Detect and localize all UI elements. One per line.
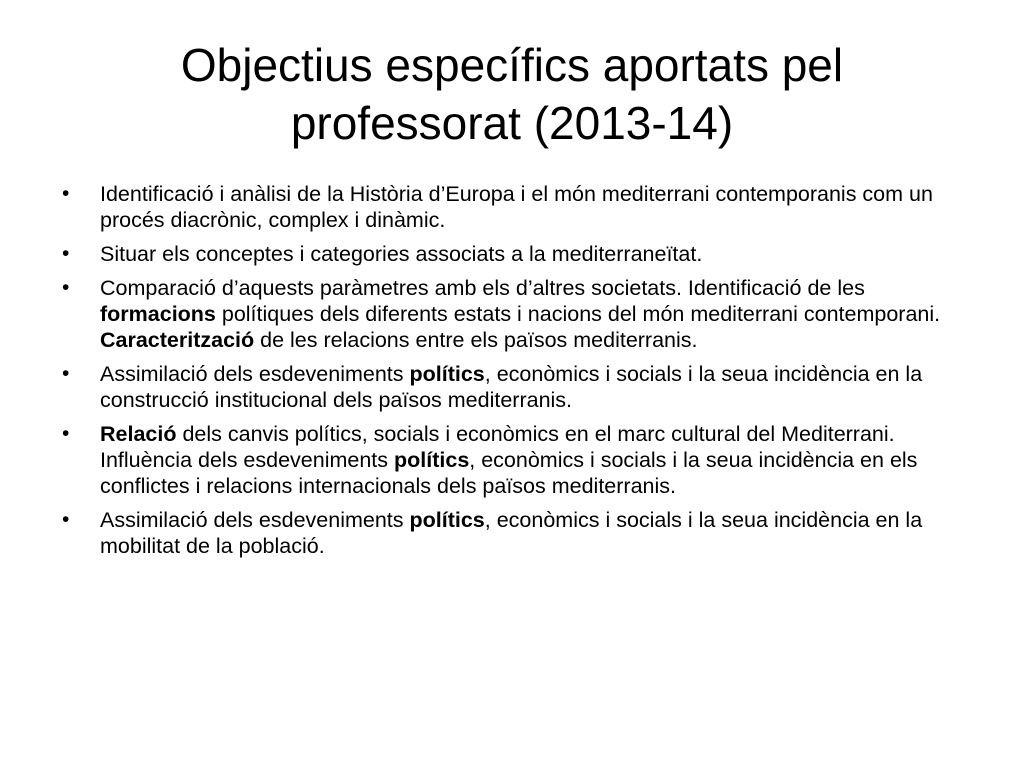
bullet-text-segment: Assimilació dels esdeveniments — [100, 508, 410, 532]
bullet-item — [62, 275, 962, 353]
bullet-text — [100, 276, 940, 352]
bullet-dot-icon: • — [62, 276, 70, 299]
bullet-text-segment: polítiques dels diferents estats i nacions del món mediterrani contemporani. — [215, 302, 941, 326]
bullet-dot-icon: • — [62, 242, 70, 265]
bullet-text-bold-segment: Relació — [100, 422, 177, 446]
bullet-dot-icon: • — [62, 508, 70, 531]
bullet-item — [62, 361, 962, 413]
bullet-text-bold-segment: polítics — [394, 448, 470, 472]
bullet-text — [100, 508, 922, 558]
bullet-item — [62, 181, 962, 233]
bullet-text-bold-segment: formacions — [100, 302, 216, 326]
bullet-text-bold-segment: polítics — [409, 362, 485, 386]
slide-title: Objectius específics aportats pel professorat (2013-14) — [180, 39, 844, 149]
bullet-text — [100, 182, 933, 232]
bullet-text-segment: , econòmics i socials i la seua incidència en els conflictes i relacions internacionals dels països mediterranis. — [100, 448, 918, 498]
bullet-text — [100, 242, 702, 266]
bullet-list — [62, 181, 962, 567]
bullet-text — [100, 422, 917, 498]
bullet-text-segment: Identificació i anàlisi de la Història d’Europa i el món mediterrani contemporanis com un procés diacrònic, complex i dinàmic. — [100, 182, 933, 232]
bullet-text — [100, 362, 922, 412]
bullet-dot-icon: • — [62, 362, 70, 385]
bullet-text-bold-segment: polítics — [409, 508, 485, 532]
bullet-text-bold-segment: Caracterització — [100, 328, 255, 352]
bullet-text-segment: dels canvis polítics, socials i econòmics en el marc cultural del Mediterrani. Influència dels esdeveniments — [100, 422, 895, 472]
bullet-item — [62, 421, 962, 499]
bullet-text-segment: Situar els conceptes i categories associats a la mediterraneïtat. — [100, 242, 703, 266]
bullet-dot-icon: • — [62, 182, 70, 205]
bullet-text-segment: , econòmics i socials i la seua incidència en la mobilitat de la població. — [100, 508, 923, 558]
bullet-item — [62, 507, 962, 559]
bullet-text-segment: Assimilació dels esdeveniments — [100, 362, 410, 386]
bullet-item — [62, 241, 962, 267]
bullet-text-segment: Comparació d’aquests paràmetres amb els d’altres societats. Identificació de les — [100, 276, 865, 300]
bullet-text-segment: de les relacions entre els països mediterranis. — [254, 328, 698, 352]
bullet-dot-icon: • — [62, 422, 70, 445]
bullet-text-segment: , econòmics i socials i la seua incidència en la construcció institucional dels països mediterranis. — [100, 362, 923, 412]
